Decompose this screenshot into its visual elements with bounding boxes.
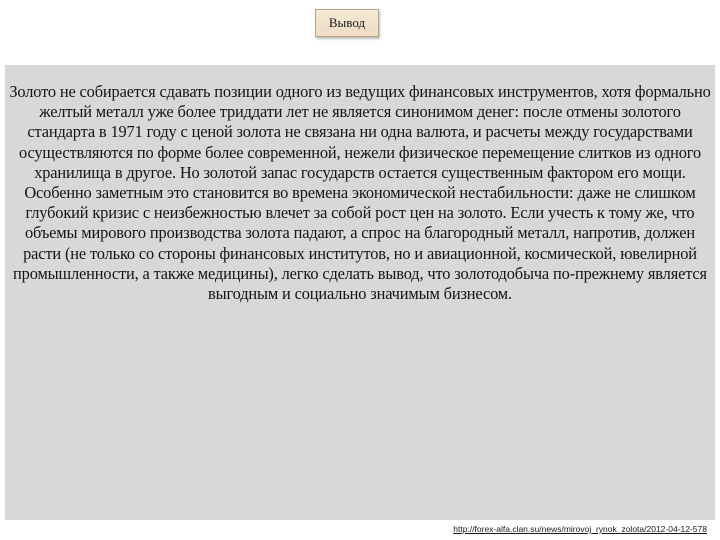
slide-title-box xyxy=(315,9,379,37)
slide-title: Вывод xyxy=(328,15,366,30)
slide-body-text: Золото не собирается сдавать позиции одного из ведущих финансовых инструментов, хотя формально желтый металл уже более триддати лет не является синонимом денег: после отмены золотого стандарта в 1971 году с ценой золота не связана ни одна валюта, и расчеты между государствами осуществляются по форме более современной, нежели физическое перемещение слитков из одного хранилища в другое. Но золотой запас государств остается существенным фактором его мощи. Особенно заметным это становится во времена экономической нестабильности: даже не слишком глубокий кризис с неизбежностью влечет за собой рост цен на золото. Если учесть к тому же, что объемы мирового производства золота падают, а спрос на благородный металл, напротив, должен расти (не только со стороны финансовых институтов, но и авиационной, космической, ювелирной промышленности, а также медицины), легко сделать вывод, что золотодобыча по-прежнему является выгодным и социально значимым бизнесом. xyxy=(9,82,711,304)
source-link[interactable]: http://forex-alfa.clan.su/news/mirovoj_rynok_zolota/2012-04-12-578 xyxy=(453,524,707,534)
